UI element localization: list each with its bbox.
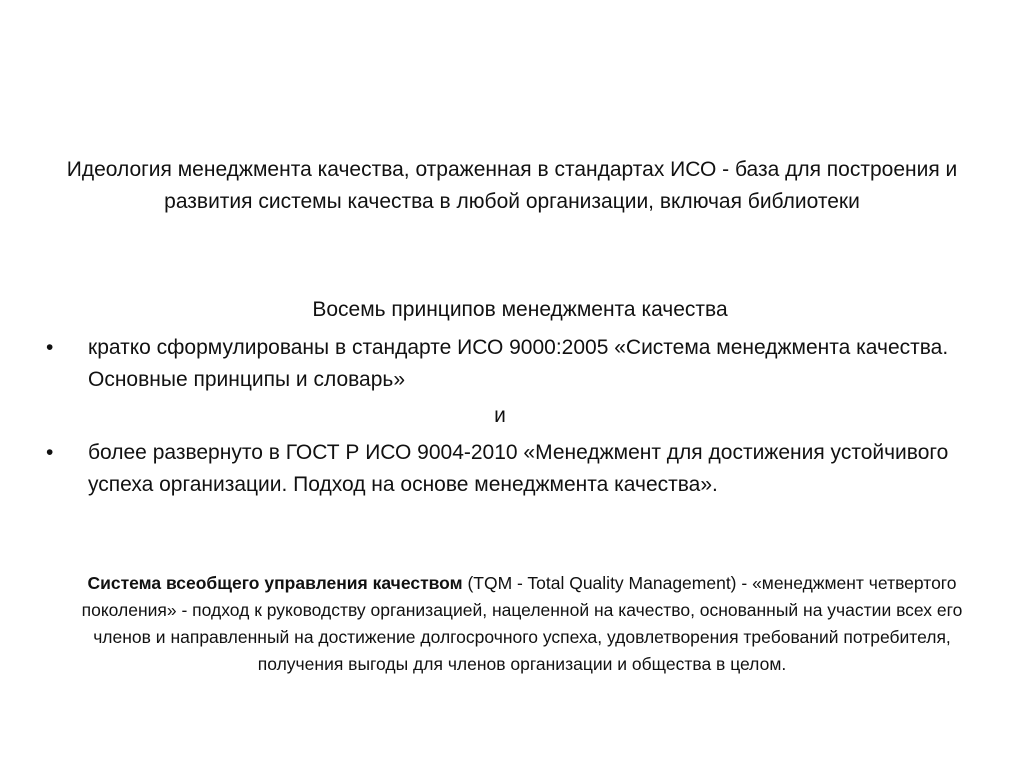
principles-heading: Восемь принципов менеджмента качества [312,298,728,321]
bullet-marker: • [46,441,54,464]
bullet-marker: • [46,336,54,359]
tqm-term: Система всеобщего управления качеством [87,573,463,593]
bullet-item-iso-9000 [46,332,966,396]
connector-word: и [494,404,506,427]
bullet-item-gost-9004 [46,437,966,501]
bullet-text: кратко сформулированы в стандарте ИСО 9000:2005 «Система менеджмента качества. Основные принципы и словарь» [88,336,949,391]
tqm-definition [52,570,992,678]
tqm-definition-text: (TQM - Total Quality Management) - «менеджмент четвертого поколения» - подход к руководству организацией, нацеленной на качество, основанный на участии всех его членов и направленный на достижение долгосрочного успеха, удовлетворения требований потребителя, получения выгоды для членов организации и общества в целом. [81,573,963,674]
intro-paragraph: Идеология менеджмента качества, отраженная в стандартах ИСО - база для построения и развития системы качества в любой организации, включая библиотеки [66,158,958,213]
bullet-text: более развернуто в ГОСТ Р ИСО 9004-2010 «Менеджмент для достижения устойчивого успеха организации. Подход на основе менеджмента качества». [88,441,949,496]
